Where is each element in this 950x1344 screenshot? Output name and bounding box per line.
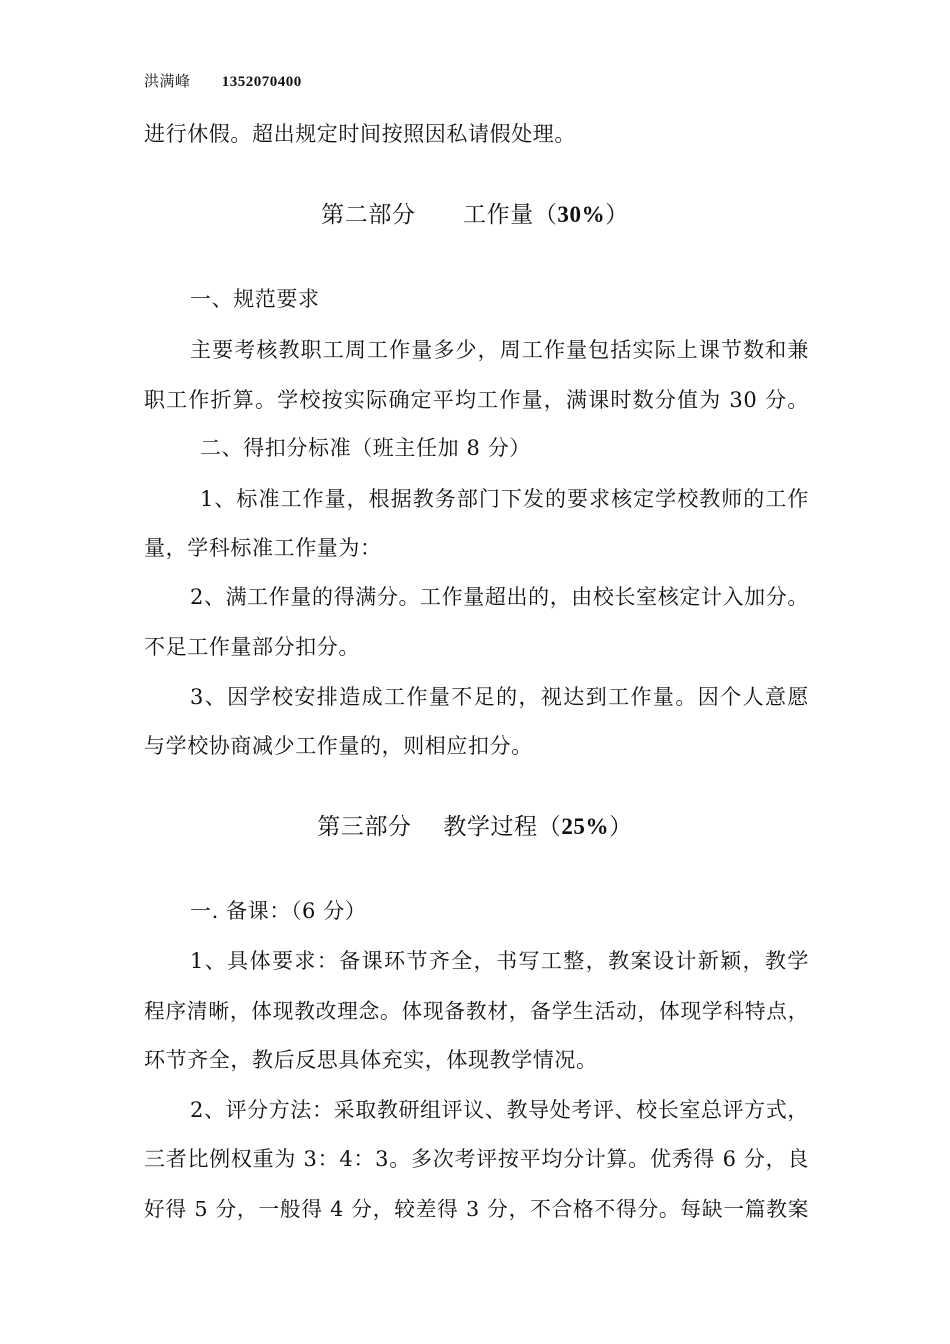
heading-title: 工作量（ bbox=[463, 202, 558, 228]
paragraph-line: 好得 5 分，一般得 4 分，较差得 3 分，不合格不得分。每缺一篇教案 bbox=[144, 1197, 809, 1221]
paragraph-line: 环节齐全，教后反思具体充实，体现教学情况。 bbox=[144, 1048, 598, 1072]
paragraph-line: 三者比例权重为 3：4：3。多次考评按平均分计算。优秀得 6 分，良 bbox=[144, 1147, 809, 1171]
paragraph-line: 主要考核教职工周工作量多少，周工作量包括实际上课节数和兼 bbox=[190, 338, 809, 362]
paragraph-line: 程序清晰，体现教改理念。体现备教材，备学生活动，体现学科特点， bbox=[144, 999, 809, 1023]
paragraph-line: 1、标准工作量，根据教务部门下发的要求核定学校教师的工作 bbox=[200, 487, 809, 511]
paragraph-line: 与学校协商减少工作量的，则相应扣分。 bbox=[144, 734, 533, 758]
heading-close: ） bbox=[609, 814, 633, 840]
paragraph-line: 3、因学校安排造成工作量不足的，视达到工作量。因个人意愿 bbox=[190, 685, 809, 709]
paragraph-line: 一、规范要求 bbox=[190, 287, 320, 311]
paragraph-line: 量，学科标准工作量为： bbox=[144, 536, 382, 560]
section-heading bbox=[0, 812, 950, 842]
heading-part: 第三部分 bbox=[317, 814, 412, 840]
heading-title: 教学过程（ bbox=[443, 814, 562, 840]
paragraph-line: 职工作折算。学校按实际确定平均工作量，满课时数分值为 30 分。 bbox=[144, 388, 809, 412]
paragraph-line: 一. 备课：（6 分） bbox=[190, 899, 367, 923]
paragraph-line: 二、得扣分标准（班主任加 8 分） bbox=[200, 436, 531, 460]
paragraph-line: 1、具体要求：备课环节齐全，书写工整，教案设计新颖，教学 bbox=[190, 949, 809, 973]
heading-percent: 30% bbox=[557, 202, 606, 227]
author-name: 洪满峰 bbox=[144, 72, 191, 90]
heading-percent: 25% bbox=[561, 814, 610, 839]
paragraph-line: 不足工作量部分扣分。 bbox=[144, 635, 360, 659]
heading-close: ） bbox=[605, 202, 629, 228]
section-heading bbox=[0, 200, 950, 230]
paragraph-line: 2、评分方法：采取教研组评议、教导处考评、校长室总评方式， bbox=[190, 1098, 809, 1122]
paragraph-line: 进行休假。超出规定时间按照因私请假处理。 bbox=[144, 122, 576, 146]
page-header bbox=[144, 70, 302, 91]
author-phone: 1352070400 bbox=[221, 74, 302, 90]
paragraph-line: 2、满工作量的得满分。工作量超出的，由校长室核定计入加分。 bbox=[190, 585, 809, 609]
heading-part: 第二部分 bbox=[321, 202, 416, 228]
